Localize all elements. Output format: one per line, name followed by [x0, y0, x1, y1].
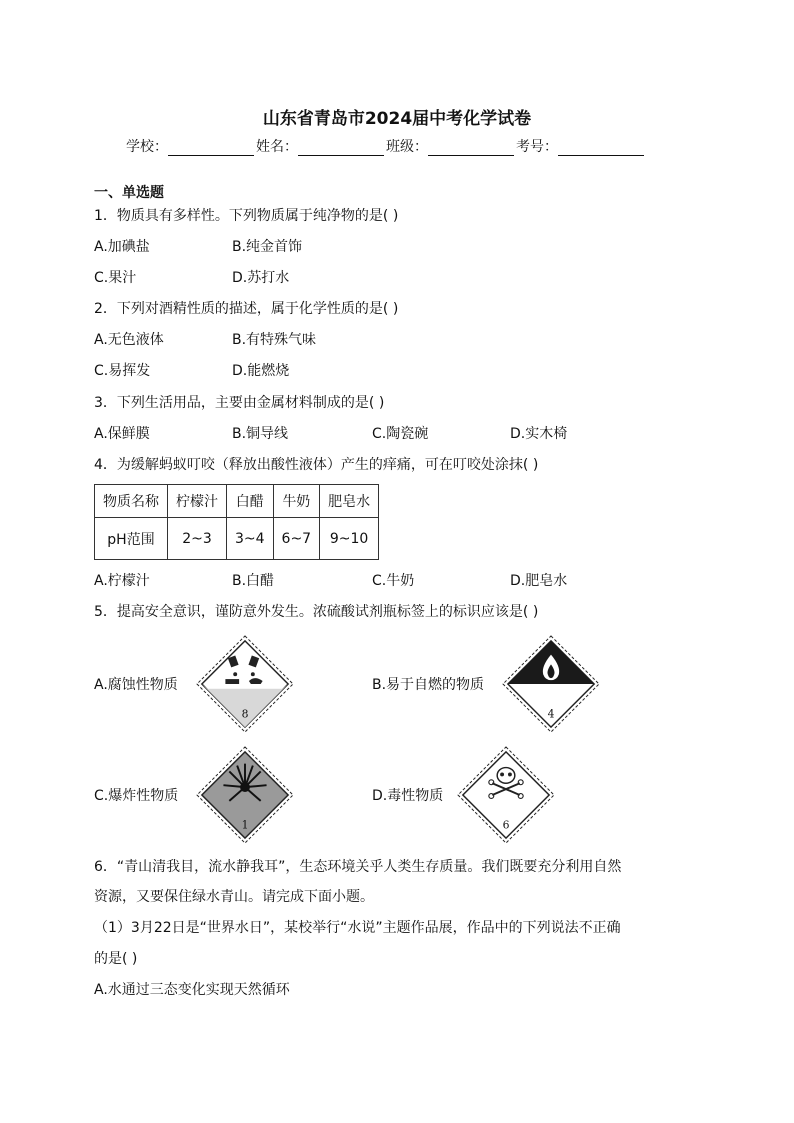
q5-option-c: C.爆炸性物质: [94, 788, 179, 804]
school-blank[interactable]: [168, 139, 254, 156]
q3-option-d: D.实木椅: [510, 426, 568, 442]
q6-sub1-line1: （1）3月22日是“世界水日”，某校举行“水说”主题作品展，作品中的下列说法不正确: [94, 920, 621, 936]
hazard-class-number: 8: [241, 707, 249, 721]
name-label: 姓名：: [256, 139, 298, 155]
q6-stem-line1: 6．“青山清我目，流水静我耳”，生态环境关乎人类生存质量。我们既要充分利用自然: [94, 859, 622, 875]
ph-table-cell: 6~7: [273, 518, 320, 560]
school-label: 学校：: [126, 139, 168, 155]
q1-option-d: D.苏打水: [232, 270, 290, 286]
corrosive-hazard-sign: [196, 635, 294, 733]
exam-number-blank[interactable]: [558, 139, 644, 156]
q5-option-a: A.腐蚀性物质: [94, 677, 178, 693]
ph-table-cell: 白醋: [227, 485, 274, 518]
q1-stem: 1．物质具有多样性。下列物质属于纯净物的是( ): [94, 208, 399, 224]
q2-option-d: D.能燃烧: [232, 363, 290, 379]
ph-table-cell: 2~3: [168, 518, 227, 560]
q2-option-b: B.有特殊气味: [232, 332, 317, 348]
q4-option-c: C.牛奶: [372, 573, 415, 589]
q6-stem-line2: 资源，又要保住绿水青山。请完成下面小题。: [94, 889, 374, 905]
q1-option-c: C.果汁: [94, 270, 137, 286]
q3-option-c: C.陶瓷碗: [372, 426, 429, 442]
spontaneous-combustion-sign: [502, 635, 600, 733]
hazard-class-number: 6: [502, 818, 510, 832]
exam-number-label: 考号：: [516, 139, 558, 155]
q2-option-c: C.易挥发: [94, 363, 151, 379]
hazard-class-number: 1: [241, 818, 249, 832]
ph-table-cell: pH范围: [95, 518, 168, 560]
class-blank[interactable]: [428, 139, 514, 156]
section-heading: 一、单选题: [94, 185, 164, 201]
toxic-hazard-sign: [457, 746, 555, 844]
class-label: 班级：: [386, 139, 428, 155]
ph-table-cell: 牛奶: [273, 485, 320, 518]
q4-stem: 4．为缓解蚂蚁叮咬（释放出酸性液体）产生的痒痛，可在叮咬处涂抹( ): [94, 457, 539, 473]
ph-table-header-row: [95, 485, 379, 518]
ph-table-cell: 物质名称: [95, 485, 168, 518]
q4-option-d: D.肥皂水: [510, 573, 568, 589]
q3-stem: 3．下列生活用品，主要由金属材料制成的是( ): [94, 395, 385, 411]
q6-sub1-line2: 的是( ): [94, 951, 138, 967]
q5-stem: 5．提高安全意识，谨防意外发生。浓硫酸试剂瓶标签上的标识应该是( ): [94, 604, 539, 620]
q4-option-b: B.白醋: [232, 573, 275, 589]
q2-stem: 2．下列对酒精性质的描述，属于化学性质的是( ): [94, 301, 399, 317]
ph-table-cell: 肥皂水: [320, 485, 379, 518]
q3-option-b: B.铜导线: [232, 426, 289, 442]
q2-option-a: A.无色液体: [94, 332, 164, 348]
name-blank[interactable]: [298, 139, 384, 156]
hazard-class-number: 4: [547, 707, 555, 721]
explosive-hazard-sign: [196, 746, 294, 844]
student-info-line: [126, 136, 646, 156]
ph-table-cell: 3~4: [227, 518, 274, 560]
ph-table-value-row: [95, 518, 379, 560]
q4-option-a: A.柠檬汁: [94, 573, 150, 589]
ph-table: [94, 484, 379, 560]
q5-option-d: D.毒性物质: [372, 788, 444, 804]
q5-option-b: B.易于自燃的物质: [372, 677, 485, 693]
ph-table-cell: 柠檬汁: [168, 485, 227, 518]
q1-option-b: B.纯金首饰: [232, 239, 303, 255]
q3-option-a: A.保鲜膜: [94, 426, 150, 442]
q6-option-a: A.水通过三态变化实现天然循环: [94, 982, 290, 998]
ph-table-cell: 9~10: [320, 518, 379, 560]
q1-option-a: A.加碘盐: [94, 239, 150, 255]
page-title: 山东省青岛市2024届中考化学试卷: [262, 109, 532, 129]
